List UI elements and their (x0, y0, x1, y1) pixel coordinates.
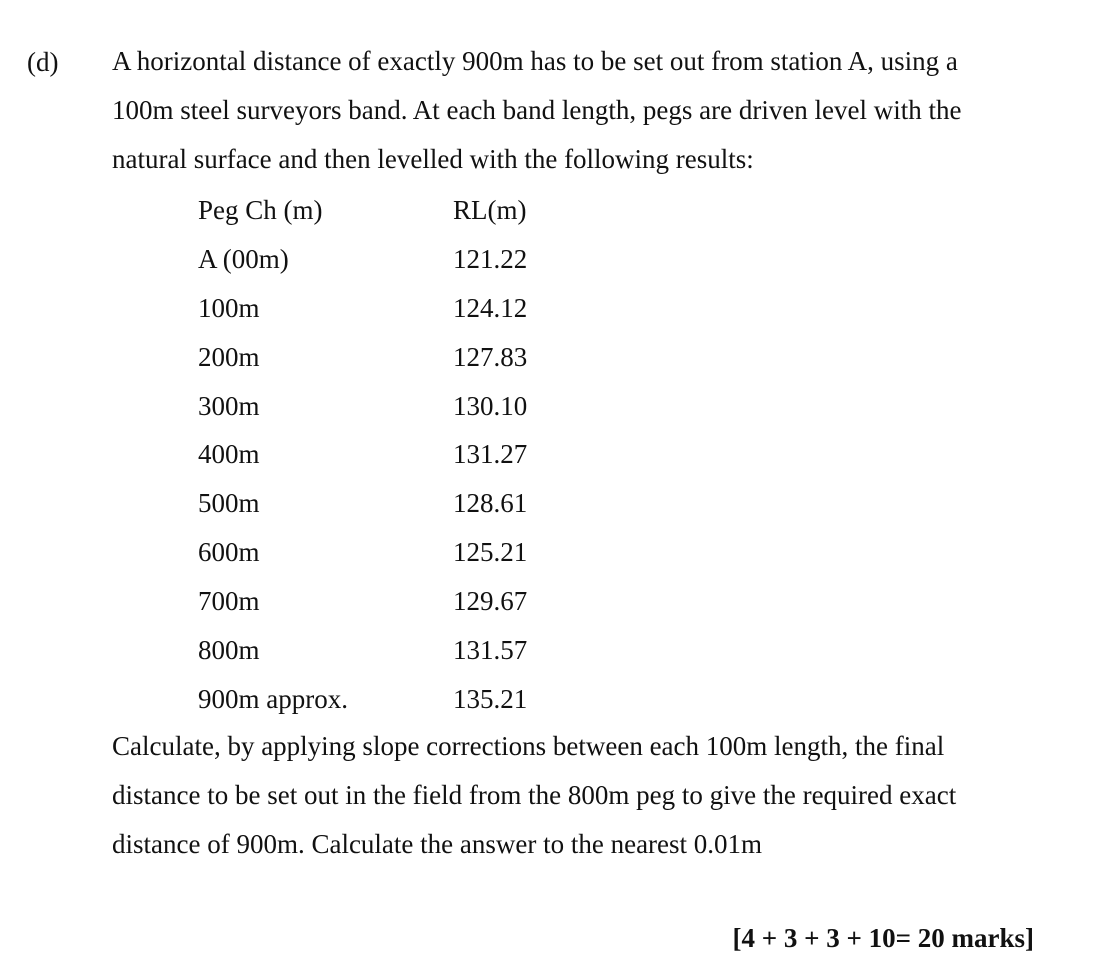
reduced-level: 129.67 (453, 586, 528, 617)
peg-chainage: 200m (198, 341, 260, 372)
reduced-level: 128.61 (453, 488, 528, 519)
peg-chainage: 100m (198, 292, 260, 323)
reduced-level: 135.21 (453, 683, 528, 714)
reduced-level: 131.27 (453, 439, 528, 470)
calculation-paragraph (112, 722, 1062, 869)
peg-chainage: 400m (198, 439, 260, 470)
peg-chainage: A (00m) (198, 243, 289, 274)
reduced-level: 121.22 (453, 243, 528, 274)
calc-line: Calculate, by applying slope corrections between each 100m length, the final (112, 731, 945, 761)
calc-line: distance to be set out in the field from the 800m peg to give the required exact (112, 780, 957, 810)
marks-allocation: [4 + 3 + 3 + 10= 20 marks] (732, 923, 1034, 953)
intro-line: 100m steel surveyors band. At each band length, pegs are driven level with the (112, 95, 962, 125)
reduced-level: 130.10 (453, 390, 528, 421)
reduced-level: 125.21 (453, 537, 528, 568)
reduced-level: 124.12 (453, 292, 528, 323)
question-label: (d) (27, 47, 59, 77)
intro-line: natural surface and then levelled with the following results: (112, 144, 754, 174)
intro-paragraph (112, 37, 1062, 184)
intro-line: A horizontal distance of exactly 900m has to be set out from station A, using a (112, 46, 958, 76)
reduced-level: 127.83 (453, 341, 528, 372)
peg-chainage: 700m (198, 586, 260, 617)
peg-chainage: 600m (198, 537, 260, 568)
peg-chainage: 500m (198, 488, 260, 519)
reduced-level: 131.57 (453, 635, 528, 666)
peg-chainage: 800m (198, 635, 260, 666)
header-peg-chainage: Peg Ch (m) (198, 195, 323, 225)
peg-chainage: 900m approx. (198, 683, 348, 714)
header-reduced-level: RL(m) (453, 195, 527, 225)
peg-chainage: 300m (198, 390, 260, 421)
calc-line: distance of 900m. Calculate the answer to the nearest 0.01m (112, 829, 763, 859)
